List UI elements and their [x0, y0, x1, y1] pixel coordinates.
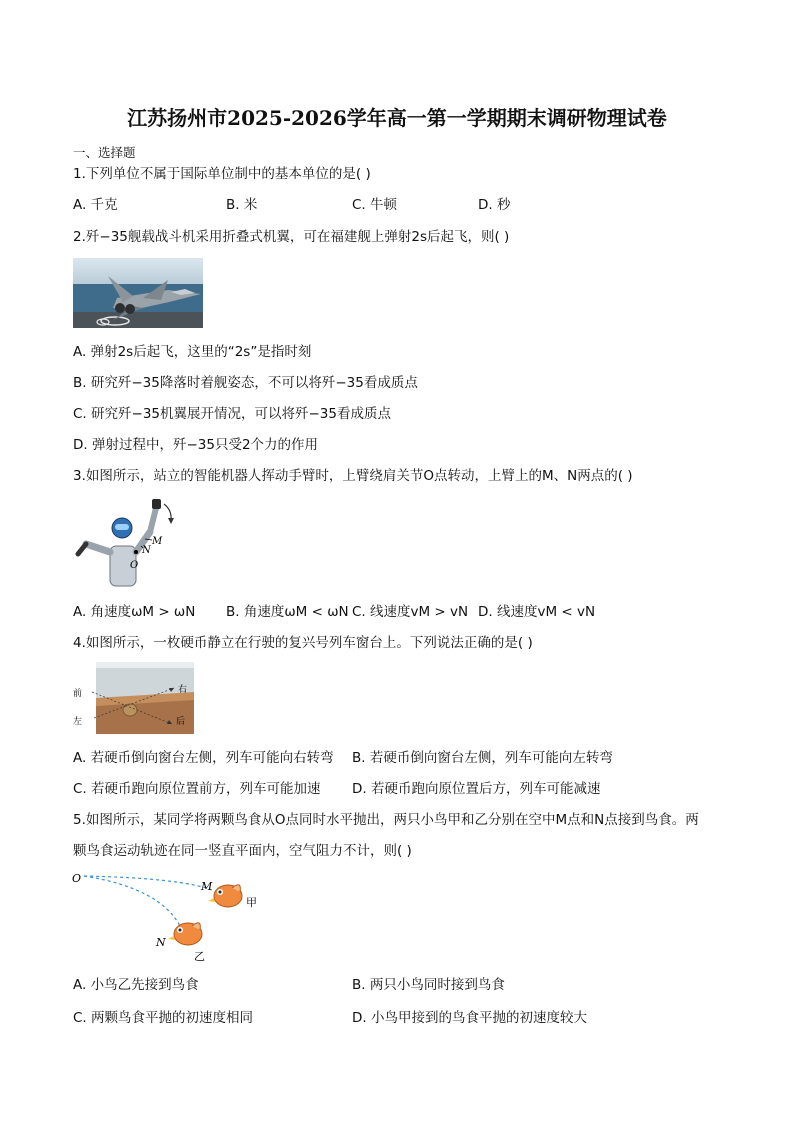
- q3-label-m: M: [152, 536, 163, 547]
- q5-label-n: N: [156, 936, 166, 949]
- q1-option-c: C. 牛顿: [352, 197, 398, 213]
- q3-robot-figure: [72, 496, 184, 588]
- q5-option-a: A. 小鸟乙先接到鸟食: [73, 977, 199, 993]
- q3-option-a: A. 角速度ωM > ωN: [73, 604, 196, 620]
- q3-option-b: B. 角速度ωM < ωN: [226, 604, 349, 620]
- q5-option-b: B. 两只小鸟同时接到鸟食: [352, 977, 505, 993]
- q2-option-d: D. 弹射过程中，歼−35只受2个力的作用: [73, 437, 319, 453]
- q2-stem: 2.歼−35舰载战斗机采用折叠式机翼，可在福建舰上弹射2s后起飞，则( ): [73, 229, 510, 245]
- q1-option-a: A. 千克: [73, 197, 118, 213]
- q3-label-n: N: [142, 545, 151, 556]
- q2-option-c: C. 研究歼−35机翼展开情况，可以将歼−35看成质点: [73, 406, 391, 422]
- q5-stem-line1: 5.如图所示，某同学将两颗鸟食从O点同时水平抛出，两只小鸟甲和乙分别在空中M点和N点接到鸟食。两: [73, 812, 699, 828]
- q2-option-a: A. 弹射2s后起飞，这里的“2s”是指时刻: [73, 344, 312, 360]
- q5-label-jia: 甲: [246, 896, 257, 909]
- q4-label-left: 左: [73, 717, 83, 727]
- page-title: 江苏扬州市2025-2026学年高一第一学期期末调研物理试卷: [127, 106, 667, 130]
- q4-label-right: 右: [178, 685, 188, 695]
- q1-option-d: D. 秒: [478, 197, 511, 213]
- q4-label-back: 后: [176, 717, 186, 727]
- q4-label-front: 前: [73, 689, 83, 699]
- q5-option-d: D. 小鸟甲接到的鸟食平抛的初速度较大: [352, 1010, 587, 1026]
- q1-option-b: B. 米: [226, 197, 258, 213]
- q4-stem: 4.如图所示，一枚硬币静立在行驶的复兴号列车窗台上。下列说法正确的是( ): [73, 635, 533, 651]
- q4-option-c: C. 若硬币跑向原位置前方，列车可能加速: [73, 781, 321, 797]
- q5-trajectory-figure: [70, 868, 266, 964]
- section-heading: 一、选择题: [73, 145, 136, 160]
- q4-coin-window-photo: [72, 662, 194, 734]
- q3-stem: 3.如图所示，站立的智能机器人挥动手臂时，上臂绕肩关节O点转动，上臂上的M、N两点的( ): [73, 468, 633, 484]
- q4-option-a: A. 若硬币倒向窗台左侧，列车可能向右转弯: [73, 750, 334, 766]
- q3-label-o: O: [130, 560, 139, 571]
- q5-label-yi: 乙: [194, 950, 205, 963]
- q4-option-d: D. 若硬币跑向原位置后方，列车可能减速: [352, 781, 601, 797]
- q5-label-m: M: [201, 880, 213, 893]
- q4-option-b: B. 若硬币倒向窗台左侧，列车可能向左转弯: [352, 750, 613, 766]
- q3-option-c: C. 线速度vM > vN: [352, 604, 469, 620]
- q5-option-c: C. 两颗鸟食平抛的初速度相同: [73, 1010, 254, 1026]
- q2-fighter-jet-photo: [73, 258, 203, 328]
- q2-option-b: B. 研究歼−35降落时着舰姿态，不可以将歼−35看成质点: [73, 375, 418, 391]
- q3-option-d: D. 线速度vM < vN: [478, 604, 596, 620]
- q5-label-o: O: [72, 872, 82, 885]
- q5-stem-line2: 颗鸟食运动轨迹在同一竖直平面内，空气阻力不计，则( ): [73, 843, 412, 859]
- q1-stem: 1.下列单位不属于国际单位制中的基本单位的是( ): [73, 166, 371, 182]
